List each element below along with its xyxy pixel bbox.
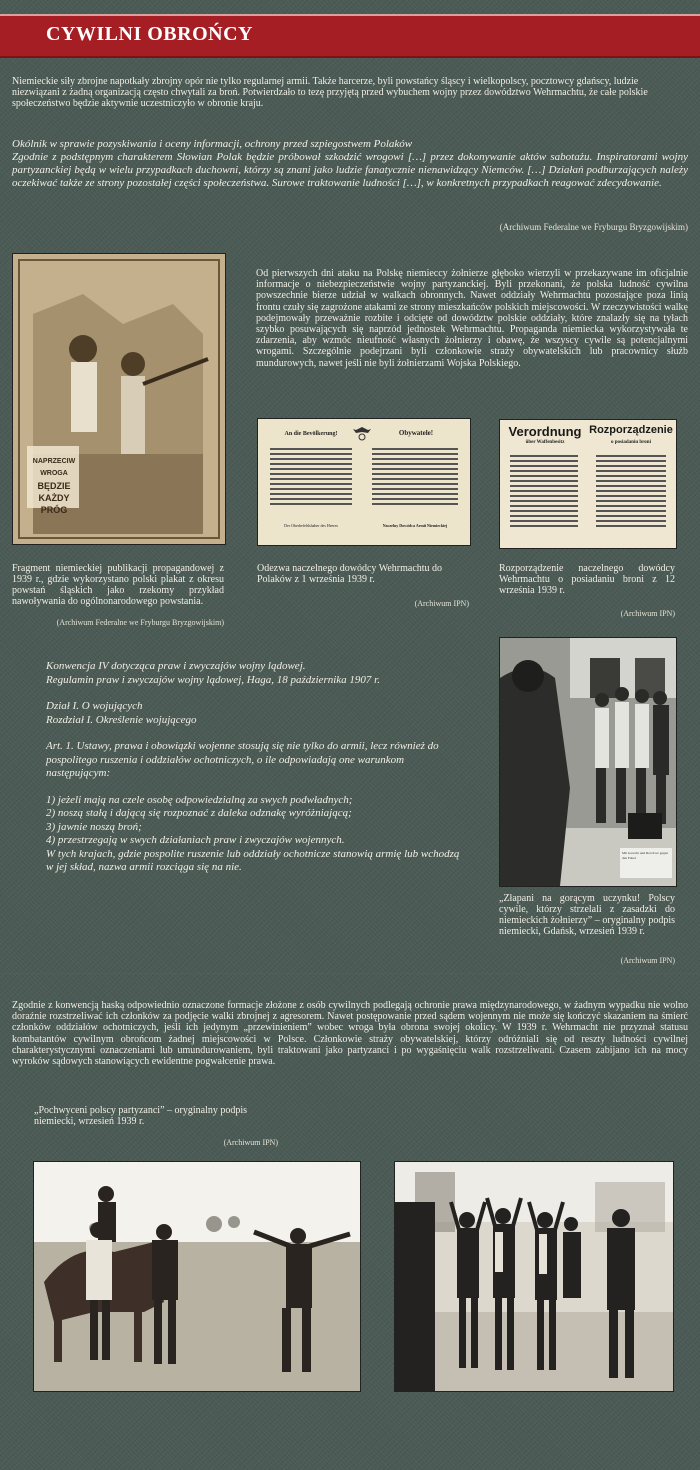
decree-heading-polish: Rozporządzenie — [589, 424, 673, 436]
convention-item: 2) noszą stałą i dającą się rozpoznać z daleka odznakę wyróżniającą; — [46, 807, 352, 819]
photo-inner-caption: Mit Gewehr und Revolver gegen den Feind — [622, 851, 669, 860]
section-divider — [0, 973, 700, 974]
leaflet-signature-german: Der Oberbefehlshaber des Heeres — [284, 523, 338, 528]
quote-source: (Archiwum Federalne we Fryburgu Bryzgowijskim) — [499, 222, 688, 232]
quote-body: Zgodnie z podstępnym charakterem Słowian Polak będzie próbował szkodzić wrogowi […] przez dokonywanie aktów sabotażu. Inspiratorami wojny partyzanckiej będą w wielu przypadkach duchowni, którzy są znani jako ludzie fanatycznie nienawidzący Niemców. […] Działań podburzających należy oczekiwać także ze strony pozostałej części społeczeństwa. Surowe traktowanie ludności […], w konkretnych przypadkach reagować zdecydowanie. — [12, 151, 688, 190]
captured-partisans-field-photo — [33, 1161, 361, 1392]
leaflet-german-text — [264, 445, 358, 508]
photo1-caption: „Złapani na gorącym uczynku! Polscy cywile, którzy strzelali z zasadzki do niemieckich żołnierzy” – oryginalny podpis niemiecki, Gdańsk, wrzesień 1939 r. — [499, 893, 675, 937]
quote-title: Okólnik w sprawie pozyskiwania i oceny informacji, ochrony przed szpiegostwem Polaków — [12, 138, 413, 150]
propaganda-poster-image — [12, 253, 226, 545]
photo2-source: (Archiwum IPN) — [223, 1138, 278, 1147]
decree-german-text — [504, 452, 584, 530]
convention-item: 3) jawnie noszą broń; — [46, 820, 142, 833]
photo1-source: (Archiwum IPN) — [620, 956, 675, 965]
street-photo-illustration — [395, 1162, 673, 1391]
convention-section: Dział I. O wojujących — [46, 700, 143, 712]
title-band — [0, 14, 700, 58]
field-photo-illustration — [34, 1162, 360, 1391]
decree-heading-german: Verordnung — [508, 424, 582, 439]
convention-article: Art. 1. Ustawy, prawa i obowiązki wojenne stosują się nie tylko do armii, lecz również do pospolitego ruszenia i oddziałów ochotniczych, o ile odpowiadają one warunkom następującym: — [46, 740, 439, 779]
convention-title: Konwencja IV dotycząca praw i zwyczajów wojny lądowej. — [46, 660, 306, 672]
eagle-emblem-icon — [352, 425, 372, 441]
decree-source: (Archiwum IPN) — [620, 609, 675, 618]
poster-line-1: NAPRZECIW WROGA — [32, 458, 76, 477]
convention-closing: W tych krajach, gdzie pospolite ruszenie lub oddziały ochotnicze stanowią armię lub wchodzą w jej skład, nazwa armii rozciąga się na nie. — [46, 847, 460, 873]
convention-block — [46, 660, 466, 875]
decree-caption: Rozporządzenie naczelnego dowódcy Wehrmachtu o posiadaniu broni z 12 września 1939 r. — [499, 563, 675, 596]
poster-line-3: KAŻDY PRÓG — [38, 493, 70, 515]
page-title: CYWILNI OBROŃCY — [46, 23, 253, 45]
leaflet-source: (Archiwum IPN) — [414, 599, 469, 608]
decree-subheading-german: über Waffenbesitz — [525, 440, 565, 445]
photo2-caption: „Pochwyceni polscy partyzanci” – oryginalny podpis niemiecki, wrzesień 1939 r. — [34, 1105, 247, 1127]
leaflet-heading-german: An die Bevölkerung! — [284, 431, 338, 437]
middle-paragraph: Od pierwszych dni ataku na Polskę niemieccy żołnierze głęboko wierzyli w przekazywane im oficjalnie informacje o niebezpieczeństwie wojny partyzanckiej. Byli przekonani, że polska ludność cywilna powszechnie bierze udział w walkach obronnych. Nawet oddziały Wehrmachtu pozostające poza linią frontu czuły się zagrożone atakami ze strony mieszkańców polskich miejscowości. W rzeczywistości walkę podejmowały przeważnie rozbite i odcięte od dowództw polskie oddziały, które znalazły się na tyłach szybko posuwających się naprzód jednostek Wehrmachtu. Propaganda niemiecka wykorzystywała te zdarzenia, aby wzmóc nieufność własnych żołnierzy i obawę, że wszyscy cywile są potencjalnymi wrogami. Szczególnie podejrzani byli członkowie straży obywatelskich lub pracownicy służb mundurowych, nawet jeśli nie byli żołnierzami Wojska Polskiego. — [256, 268, 688, 369]
poster-caption: Fragment niemieckiej publikacji propagandowej z 1939 r., gdzie wykorzystano polski plakat z okresu powstań śląskich jako rzekomy przykład nawoływania do ogólnonarodowego powstania. — [12, 563, 224, 607]
convention-item: 4) przestrzegają w swych działaniach praw i zwyczajów wojennych. — [46, 834, 345, 846]
intro-paragraph: Niemieckie siły zbrojne napotkały zbrojny opór nie tylko regularnej armii. Także harcerze, byli powstańcy śląscy i wielkopolscy, pocztowcy gdańscy, ludzie niezwiązani z żadną organizacją często chwytali za broń. Potwierdzało to tezę przyjętą przed wybuchem wojny przez dowództwo Wehrmachtu, że całe polskie społeczeństwo będzie aktywnie uczestniczyło w obronie kraju. — [12, 76, 648, 110]
poster-line-2: BĘDZIE — [37, 481, 71, 491]
decree-document-image — [499, 419, 677, 549]
decree-polish-text — [590, 452, 672, 530]
leaflet-document-image — [257, 418, 471, 546]
convention-item: 1) jeżeli mają na czele osobę odpowiedzialną za swych podwładnych; — [46, 793, 353, 806]
bottom-paragraph: Zgodnie z konwencją haską odpowiednio oznaczone formacje złożone z osób cywilnych podlegają ochronie prawa międzynarodowego, w żadnym wypadku nie wolno doraźnie rozstrzeliwać ich członków za podjęcie walki zbrojnej z agresorem. Nawet postępowanie przed sądem wojennym nie może się kończyć skazaniem na śmierć członków oddziałów ochotniczych, jeśli ich jedynym „przewinieniem” wobec wroga była obrona swojej okolicy. W 1939 r. Wehrmacht nie przyznał statusu kombatantów cywilnym obrońcom żadnej miejscowości w Polsce. Członkowie straży obywatelskiej, którzy odróżniali się od reszty ludności cywilnej charakterystycznymi oznaczeniami lub umundurowaniem, byli traktowani jako partyzanci i po wygaśnięciu walk rozstrzeliwani. Czasem zabijano ich na mocy wyroków sądowych stanowiących ewidentne pogwałcenie prawa. — [12, 1000, 688, 1068]
leaflet-polish-text — [366, 445, 464, 508]
captured-civilians-illustration — [500, 638, 676, 886]
captured-civilians-photo — [499, 637, 677, 887]
convention-regulation: Regulamin praw i zwyczajów wojny lądowej, Haga, 18 października 1907 r. — [46, 673, 380, 686]
leaflet-signature-polish: Naczelny Dowódca Armii Niemieckiej — [382, 523, 448, 528]
convention-chapter: Rozdział I. Określenie wojującego — [46, 713, 197, 726]
poster-source: (Archiwum Federalne we Fryburgu Bryzgowijskim) — [56, 618, 224, 627]
leaflet-caption: Odezwa naczelnego dowódcy Wehrmachtu do Polaków z 1 września 1939 r. — [257, 563, 443, 585]
leaflet-heading-polish: Obywatele! — [398, 429, 434, 437]
captured-partisans-street-photo — [394, 1161, 674, 1392]
poster-text — [29, 456, 79, 516]
decree-subheading-polish: o posiadaniu broni — [611, 440, 651, 445]
